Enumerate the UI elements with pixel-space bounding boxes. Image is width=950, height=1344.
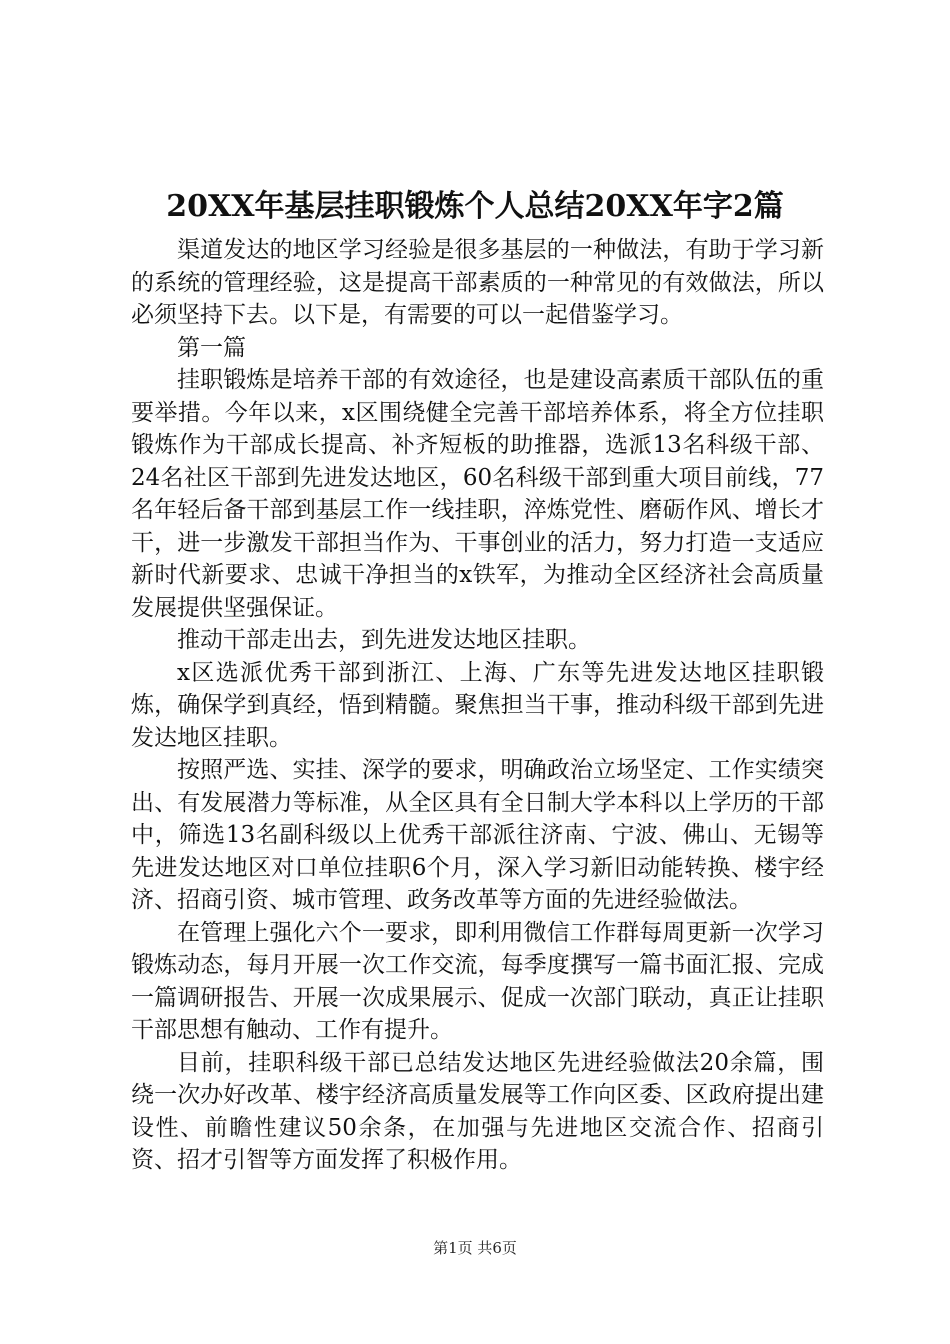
section-heading-first: 第一篇 (177, 334, 246, 361)
paragraph: 按照严选、实挂、深学的要求，明确政治立场坚定、工作实绩突出、有发展潜力等标准，从全区具有全日制大学本科以上学历的干部中，筛选13名副科级以上优秀干部派往济南、宁波、佛山、无锡等先进发达地区对口单位挂职6个月，深入学习新旧动能转换、楼宇经济、招商引资、城市管理、政务改革等方面的先进经验做法。 (131, 757, 824, 913)
paragraph-intro: 渠道发达的地区学习经验是很多基层的一种做法，有助于学习新的系统的管理经验，这是提高干部素质的一种常见的有效做法，所以必须坚持下去。以下是，有需要的可以一起借鉴学习。 (131, 237, 824, 328)
paragraph: 推动干部走出去，到先进发达地区挂职。 (177, 627, 591, 653)
document-title: 20XX年基层挂职锻炼个人总结20XX年字2篇 (166, 189, 784, 224)
paragraph: 在管理上强化六个一要求，即利用微信工作群每周更新一次学习锻炼动态，每月开展一次工作交流，每季度撰写一篇书面汇报、完成一篇调研报告、开展一次成果展示、促成一次部门联动，真正让挂职干部思想有触动、工作有提升。 (131, 919, 824, 1043)
paragraph: 目前，挂职科级干部已总结发达地区先进经验做法20余篇，围绕一次办好改革、楼宇经济高质量发展等工作向区委、区政府提出建设性、前瞻性建议50余条，在加强与先进地区交流合作、招商引资、招才引智等方面发挥了积极作用。 (131, 1049, 824, 1173)
paragraph: x区选派优秀干部到浙江、上海、广东等先进发达地区挂职锻炼，确保学到真经，悟到精髓。聚焦担当干事，推动科级干部到先进发达地区挂职。 (131, 659, 824, 751)
page-number: 第1页 共6页 (433, 1239, 517, 1257)
document-body (131, 234, 824, 1177)
paragraph: 挂职锻炼是培养干部的有效途径，也是建设高素质干部队伍的重要举措。今年以来，x区围绕健全完善干部培养体系，将全方位挂职锻炼作为干部成长提高、补齐短板的助推器，选派13名科级干部、24名社区干部到先进发达地区，60名科级干部到重大项目前线，77名年轻后备干部到基层工作一线挂职，淬炼党性、磨砺作风、增长才干，进一步激发干部担当作为、干事创业的活力，努力打造一支适应新时代新要求、忠诚干净担当的x铁军，为推动全区经济社会高质量发展提供坚强保证。 (131, 367, 824, 621)
